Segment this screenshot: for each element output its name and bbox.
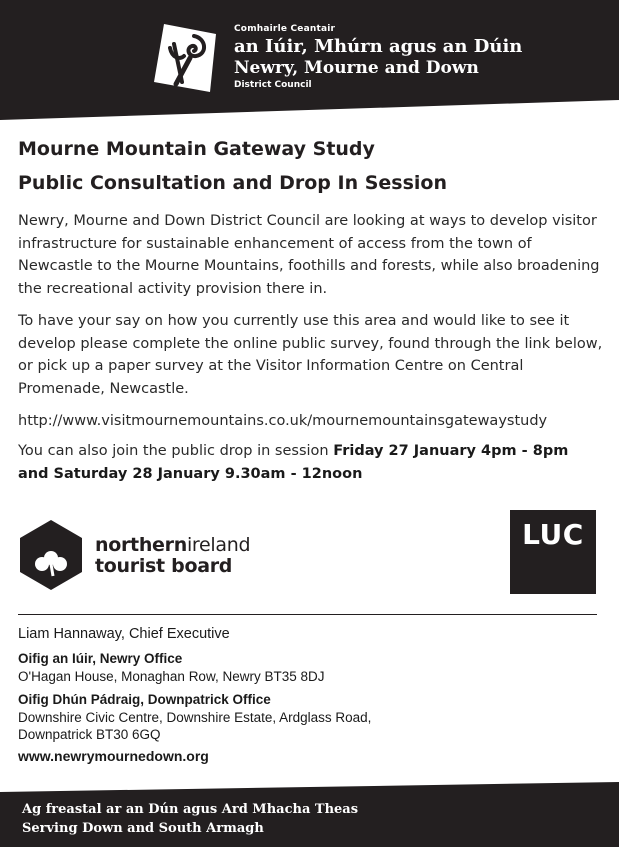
survey-link[interactable]: http://www.visitmournemountains.co.uk/mournemountainsgatewaystudy [18, 413, 548, 429]
nitb-wordmark [95, 535, 250, 577]
nitb-part-1: northern [95, 534, 187, 556]
nitb-line-2: tourist board [95, 555, 233, 577]
paragraph-intro: Newry, Mourne and Down District Council are looking at ways to develop visitor infrastructure for sustainable enhancement of access from the town of Newcastle to the Mourne Mountains, foothills and forests, while also broadening the recreational activity provision there in. [18, 213, 600, 297]
footer-line-irish: Ag freastal ar an Dún agus Ard Mhacha Theas [22, 802, 359, 817]
council-name [234, 24, 522, 90]
drop-in-intro: You can also join the public drop in session [18, 443, 334, 459]
newry-office-heading: Oifig an Iúir, Newry Office [18, 651, 183, 666]
council-website-link[interactable]: www.newrymournedown.org [18, 748, 209, 764]
chief-executive: Liam Hannaway, Chief Executive [18, 626, 230, 642]
divider [18, 614, 597, 615]
luc-logo: LUC [510, 510, 596, 594]
nitb-part-2: ireland [186, 534, 251, 556]
nitb-line-1 [95, 535, 250, 556]
council-small-label: Comhairle Ceantair [234, 24, 336, 34]
paragraph-drop-in [18, 440, 603, 485]
drop-in-dates: Friday 27 January 4pm - 8pm and Saturday 28 January 9.30am - 12noon [18, 443, 569, 482]
newry-office-address: O'Hagan House, Monaghan Row, Newry BT35 8DJ [18, 669, 325, 684]
notice-title: Mourne Mountain Gateway Study [18, 138, 375, 160]
downpatrick-office-address: Downshire Civic Centre, Downshire Estate, Ardglass Road, Downpatrick BT30 6GQ [18, 710, 372, 742]
nitb-logo-icon [18, 518, 84, 592]
footer-tagline [22, 800, 358, 838]
paragraph-survey: To have your say on how you currently use this area and would like to see it develop please complete the online public survey, found through the link below, or pick up a paper survey at the Visitor Information Centre on Central Promenade, Newcastle. [18, 313, 603, 397]
council-irish-name: an Iúir, Mhúrn agus an Dúin [234, 36, 523, 57]
council-logo-icon [150, 20, 222, 96]
council-district-label: District Council [234, 80, 312, 90]
notice-subtitle: Public Consultation and Drop In Session [18, 172, 447, 194]
council-english-name: Newry, Mourne and Down [234, 58, 479, 78]
downpatrick-office-heading: Oifig Dhún Pádraig, Downpatrick Office [18, 692, 271, 707]
footer-line-english: Serving Down and South Armagh [22, 821, 264, 836]
